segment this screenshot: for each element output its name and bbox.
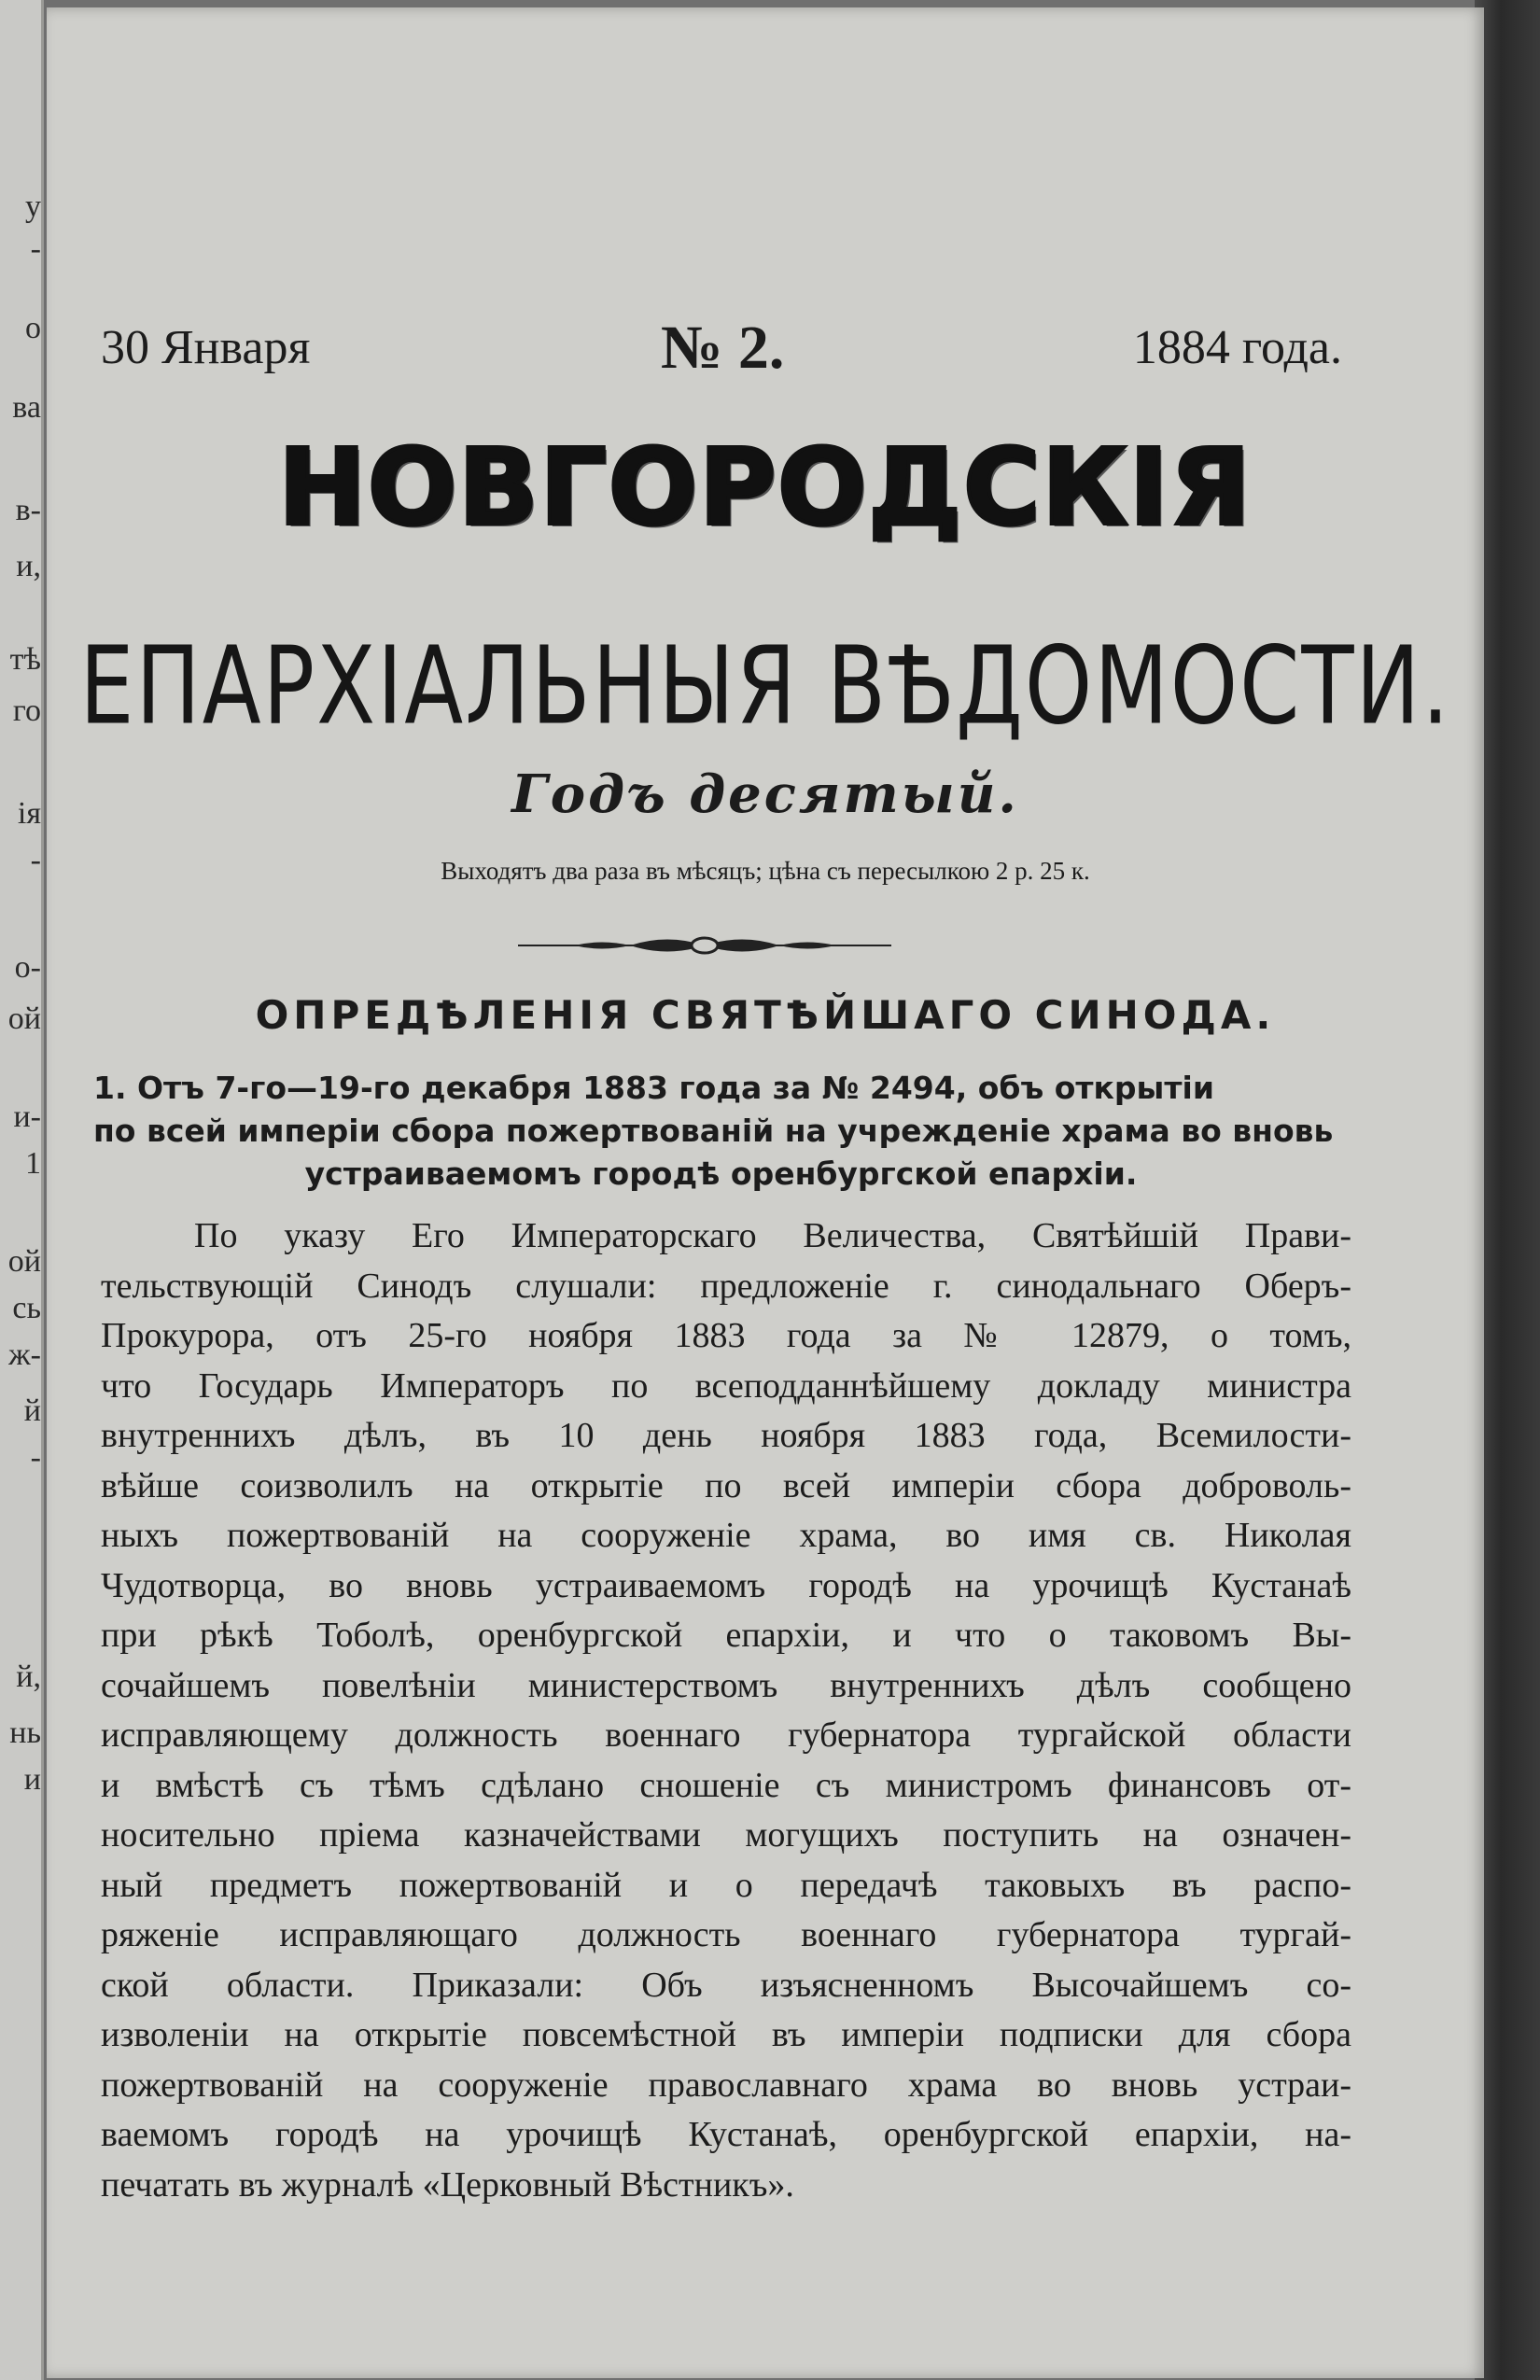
- previous-page-fragment: и,: [16, 551, 41, 582]
- volume-year-line: Годъ десятый.: [511, 763, 1019, 825]
- body-line: печатать въ журналѣ «Церковный Вѣстникъ».: [101, 2164, 794, 2205]
- previous-page-fragment: -: [30, 845, 41, 876]
- item-heading-line: по всей имперіи сбора пожертвованій на учрежденіе храма во вновь: [93, 1113, 1334, 1149]
- issue-year: 1884 года.: [1132, 321, 1342, 374]
- issue-header: [101, 314, 1342, 385]
- previous-page-fragment: ж-: [8, 1339, 41, 1371]
- book-binding-edge: [1475, 0, 1540, 2380]
- body-line: Прокурора, отъ 25-го ноября 1883 года за № 12879, о томъ,: [101, 1316, 1351, 1355]
- body-line: сочайшемъ повелѣніи министерствомъ внутреннихъ дѣлъ сообщено: [101, 1665, 1351, 1705]
- body-line: тельствующій Синодъ слушали: предложеніе г. синодальнаго Оберъ-: [101, 1266, 1351, 1306]
- ornament-divider-icon: [518, 931, 891, 959]
- section-title: ОПРЕДѢЛЕНІЯ СВЯТѢЙШАГО СИНОДА.: [255, 992, 1276, 1038]
- body-line: что Государь Императоръ по всеподданнѣйшему докладу министра: [101, 1365, 1351, 1406]
- body-line: носительно пріема казначействами могущихъ поступить на означен-: [101, 1815, 1351, 1855]
- body-line: По указу Его Императорскаго Величества, Святѣйшій Прави-: [194, 1216, 1351, 1255]
- issue-number: № 2.: [661, 314, 785, 382]
- body-line: ныхъ пожертвованій на сооруженіе храма, во имя св. Николая: [101, 1516, 1351, 1555]
- masthead-title: НОВГОРОДСКІЯ: [278, 427, 1253, 549]
- previous-page-fragment: -: [30, 233, 41, 265]
- previous-page-fragment: у: [25, 191, 41, 223]
- body-line: внутреннихъ дѣлъ, въ 10 день ноября 1883 года, Всемилости-: [101, 1416, 1351, 1455]
- previous-page-fragment: о: [25, 313, 41, 344]
- previous-page-fragment: ія: [17, 798, 41, 830]
- previous-page-fragment: в-: [15, 495, 41, 526]
- previous-page-fragment: и: [23, 1764, 41, 1796]
- previous-page-fragment: й: [23, 1395, 41, 1427]
- previous-page-fragment: о-: [14, 952, 41, 984]
- body-line: ваемомъ городѣ на урочищѣ Кустанаѣ, оренбургской епархіи, на-: [101, 2115, 1351, 2154]
- body-line: ряженіе исправляющаго должность военнаго губернатора тургай-: [101, 1915, 1351, 1954]
- previous-page-fragment: -: [30, 1442, 41, 1474]
- previous-page-fragment: ой: [7, 1003, 41, 1035]
- item-heading-line: устраиваемомъ городѣ оренбургской епархіи.: [304, 1155, 1138, 1192]
- previous-page-fragment: ва: [12, 392, 41, 424]
- body-line: Чудотворца, во вновь устраиваемомъ городѣ на урочищѣ Кустанаѣ: [101, 1565, 1351, 1605]
- body-line: изволеніи на открытіе повсемѣстной въ имперіи подписки для сбора: [101, 2015, 1351, 2054]
- previous-page-fragment: нь: [9, 1717, 41, 1749]
- body-line: и вмѣстѣ съ тѣмъ сдѣлано сношеніе съ министромъ финансовъ от-: [101, 1765, 1351, 1805]
- body-line: ный предметъ пожертвованій и о передачѣ таковыхъ въ распо-: [101, 1865, 1351, 1905]
- subscription-info: Выходятъ два раза въ мѣсяцъ; цѣна съ пересылкою 2 р. 25 к.: [441, 857, 1090, 885]
- previous-page-fragment: 1: [25, 1148, 41, 1180]
- previous-page-fragment: й,: [16, 1661, 41, 1693]
- body-line: при рѣкѣ Тоболѣ, оренбургской епархіи, и что о таковомъ Вы-: [101, 1616, 1351, 1655]
- article-body: [101, 1211, 1351, 2210]
- item-heading-line: 1. Отъ 7-го—19-го декабря 1883 года за № 2494, объ открытіи: [93, 1070, 1214, 1106]
- previous-page-fragment: тѣ: [9, 644, 41, 676]
- masthead-subtitle: ЕПАРХІАЛЬНЫЯ ВѢДОМОСТИ.: [79, 623, 1451, 749]
- journal-page: [47, 7, 1484, 2378]
- body-line: исправляющему должность военнаго губернатора тургайской области: [101, 1715, 1351, 1755]
- body-line: вѣйше соизволилъ на открытіе по всей имперіи сбора доброволь-: [101, 1465, 1351, 1505]
- previous-page-fragment: ой: [7, 1246, 41, 1278]
- previous-page-fragment: и-: [13, 1101, 41, 1133]
- body-line: ской области. Приказали: Объ изъясненномъ Высочайшемъ со-: [101, 1965, 1351, 2005]
- previous-page-fragment: сь: [12, 1293, 41, 1324]
- issue-date: 30 Января: [101, 321, 311, 374]
- previous-page-fragment: го: [12, 695, 41, 727]
- item-heading: [93, 1067, 1349, 1196]
- body-line: пожертвованій на сооруженіе православнаго храма во вновь устраи-: [101, 2065, 1351, 2105]
- previous-page-edge: [0, 0, 44, 2380]
